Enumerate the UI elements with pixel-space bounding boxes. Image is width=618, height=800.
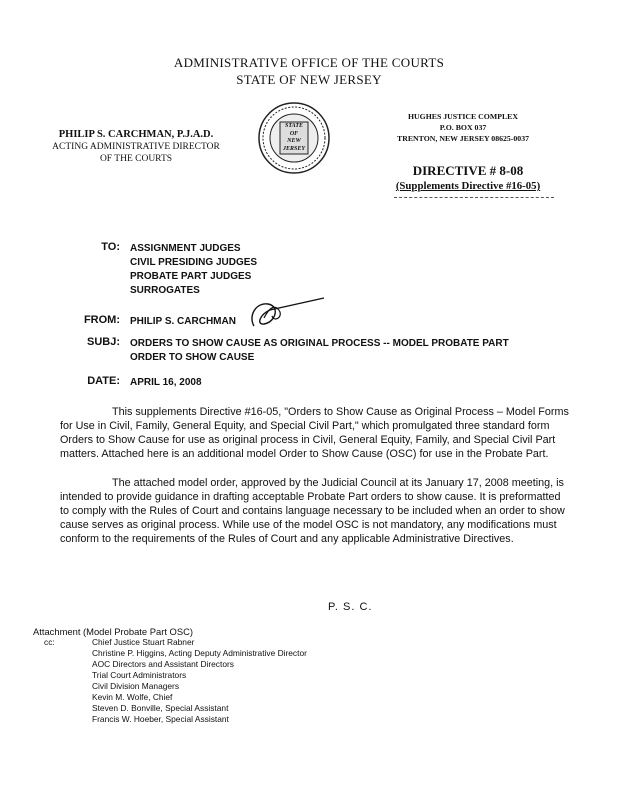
recipient: CIVIL PRESIDING JUDGES (130, 257, 258, 268)
cc-list (92, 637, 307, 725)
office-heading: ADMINISTRATIVE OFFICE OF THE COURTS (173, 55, 445, 70)
from-label: FROM: (83, 314, 120, 326)
recipient: ASSIGNMENT JUDGES (130, 243, 241, 254)
seal-text-4: JERSEY (282, 145, 305, 152)
supplements-note: (Supplements Directive #16-05) (395, 180, 541, 192)
director-title-2: OF THE COURTS (99, 154, 173, 164)
director-title: ACTING ADMINISTRATIVE DIRECTOR (52, 142, 220, 152)
subject-line: ORDERS TO SHOW CAUSE AS ORIGINAL PROCESS -- MODEL PROBATE PART (130, 338, 509, 349)
cc-recipient: Kevin M. Wolfe, Chief (92, 692, 173, 702)
date-value: APRIL 16, 2008 (130, 377, 202, 388)
state-heading: STATE OF NEW JERSEY (236, 72, 382, 87)
director-name: PHILIP S. CARCHMAN, P.J.A.D. (58, 129, 214, 140)
cc-recipient: Francis W. Hoeber, Special Assistant (92, 714, 229, 724)
cc-recipient: Trial Court Administrators (92, 670, 187, 680)
directive-number: DIRECTIVE # 8-08 (412, 163, 524, 178)
cc-label: cc: (44, 637, 55, 647)
city-address: TRENTON, NEW JERSEY 08625-0037 (397, 134, 529, 143)
recipient: PROBATE PART JUDGES (130, 271, 252, 282)
initials: P. S. C. (328, 601, 373, 613)
divider (394, 197, 554, 198)
to-recipients (130, 242, 257, 298)
date-label: DATE: (87, 375, 120, 387)
cc-recipient: Steven D. Bonville, Special Assistant (92, 703, 229, 713)
subj-label: SUBJ: (86, 336, 120, 348)
seal-text-1: STATE (284, 123, 303, 129)
subject (130, 337, 530, 365)
recipient: SURROGATES (130, 285, 200, 296)
to-label: TO: (101, 241, 120, 253)
attachment-note: Attachment (Model Probate Part OSC) (33, 626, 193, 637)
cc-recipient: AOC Directors and Assistant Directors (92, 659, 234, 669)
body-paragraph: The attached model order, approved by the Judicial Council at its January 17, 2008 meeting, is intended to provide guidance in drafting acceptable Probate Part orders to show cause. It is preformatted to comply with the Rules of Court and contains language necessary to be included when an order to show cause serves as original process. While use of the model OSC is not mandatory, any modifications must conform to the requirements of the Rules of Court and any applicable Administrative Directives. (60, 477, 565, 545)
body-paragraph: This supplements Directive #16-05, "Orders to Show Cause as Original Process – Model Forms for Use in Civil, Family, General Equity, and Special Civil Part," which promulgated three standard form Orders to Show Cause for use as original process in Civil, General Equity, Family, and Special Civil Part matters. Attached here is an additional model Order to Show Cause (OSC) for use in the Probate Part. (60, 406, 569, 460)
po-box: P.O. BOX 037 (439, 123, 487, 132)
cc-recipient: Chief Justice Stuart Rabner (92, 637, 195, 647)
subject-line: ORDER TO SHOW CAUSE (130, 352, 255, 363)
seal-text-3: NEW (287, 138, 301, 144)
from-value: PHILIP S. CARCHMAN (130, 316, 236, 327)
state-seal (256, 100, 332, 176)
letterhead-right (358, 111, 568, 144)
cc-recipient: Christine P. Higgins, Acting Deputy Administrative Director (92, 648, 307, 658)
signature (246, 296, 326, 332)
letterhead-left (36, 129, 236, 164)
seal-text-2: OF (289, 130, 299, 137)
complex-name: HUGHES JUSTICE COMPLEX (407, 112, 519, 121)
cc-recipient: Civil Division Managers (92, 681, 180, 691)
